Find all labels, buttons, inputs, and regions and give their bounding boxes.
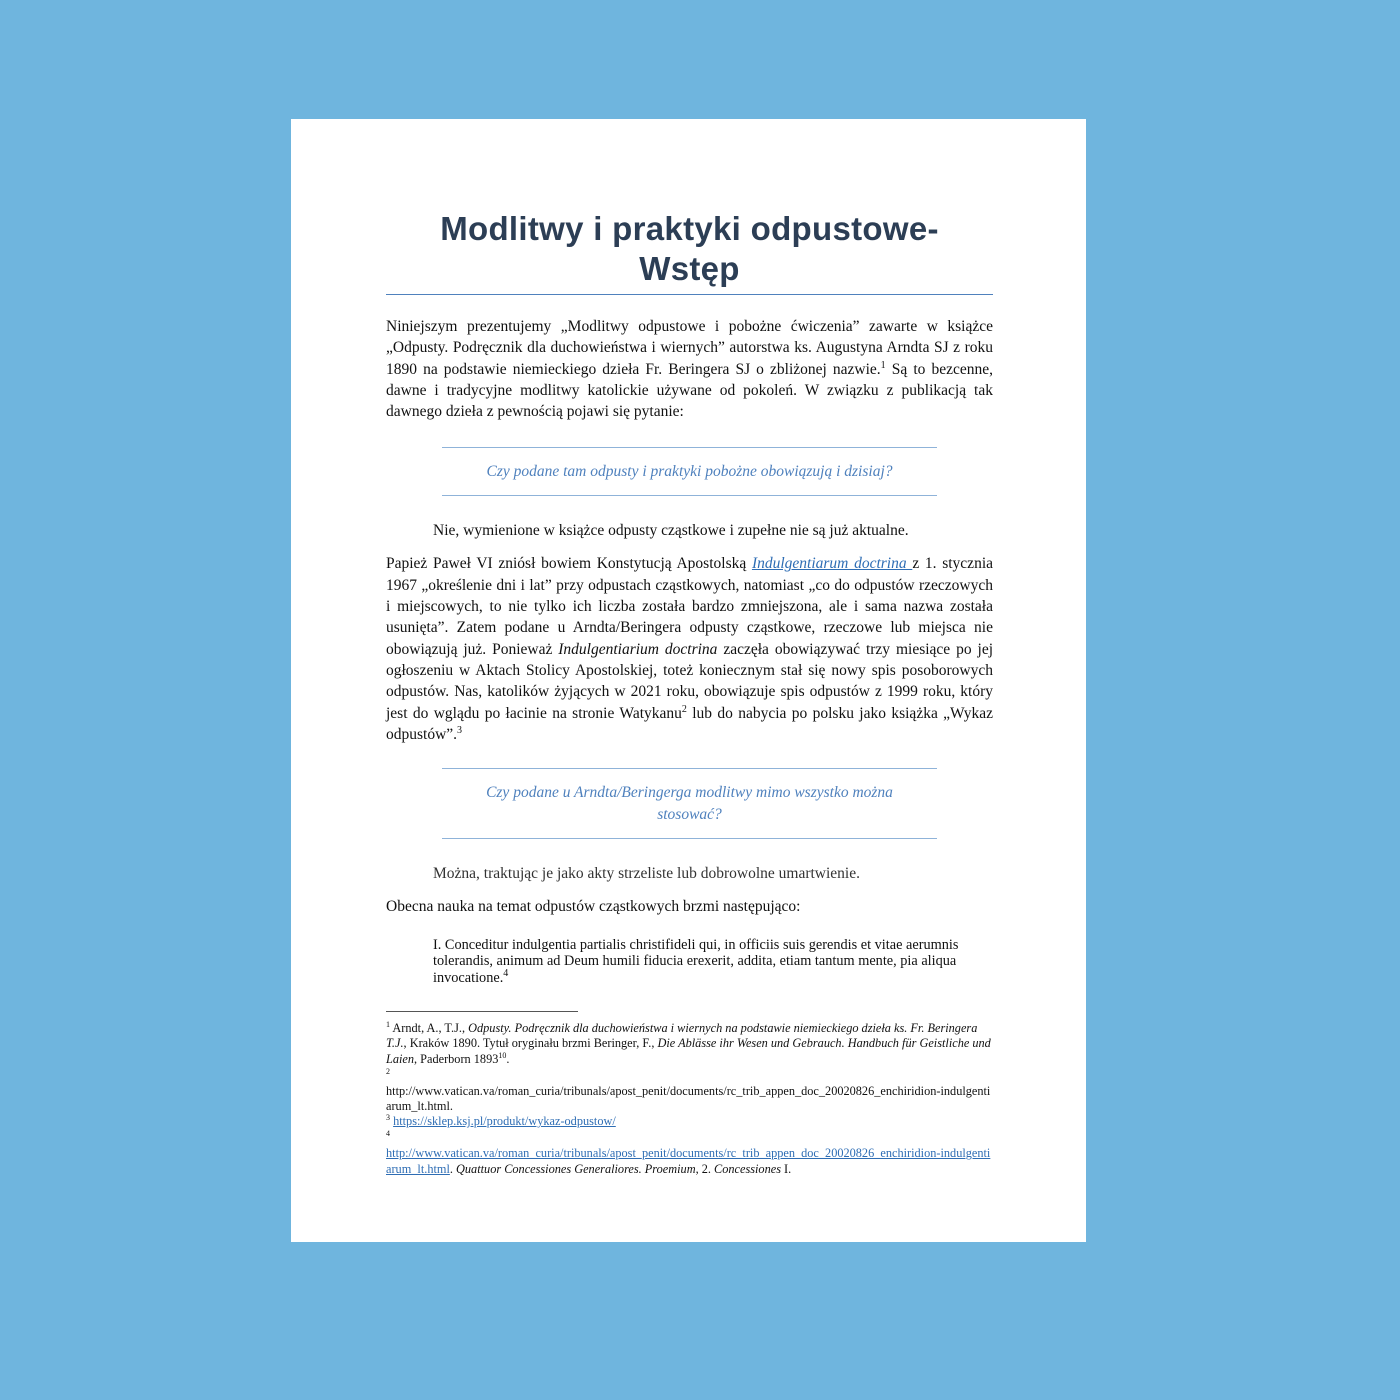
latin-quote-text: I. Conceditur indulgentia partialis christifideli qui, in officiis suis gerendis et vitae aerumnis tolerandis, animum ad Deum humili fiducia erexerit, addita, etiam tantum mente, pia aliqua invocatione. bbox=[433, 936, 959, 986]
page-title: Modlitwy i praktyki odpustowe- Wstęp bbox=[386, 209, 993, 295]
footnote-1-text-c: , Kraków 1890. Tytuł oryginału brzmi Beringer, F., bbox=[403, 1036, 658, 1051]
footnote-1-text-f: . bbox=[506, 1051, 510, 1066]
paul-text-part2: z 1. stycznia 1967 „określenie dni i lat” przy odpustach cząstkowych, natomiast „co do odpustów rzeczowych i miejscowych, to nie tylko ich liczba została bardzo zmniejszona, ale i sama nazwa została usunięta”. Zatem podane u Arndta/Beringera odpusty cząstkowe, rzeczowe lub miejsca nie obowiązują już. Ponieważ bbox=[386, 555, 994, 658]
footnote-4-title: Quattuor Concessiones Generaliores. Proemium bbox=[456, 1161, 696, 1176]
footnote-ref-3[interactable]: 3 bbox=[457, 724, 463, 736]
paul-paragraph bbox=[386, 553, 993, 745]
document-page bbox=[291, 119, 1086, 1242]
paul-text-part4: lub do nabycia po polsku jako książka „Wykaz odpustów”. bbox=[386, 704, 994, 743]
footnote-2-number: 2 bbox=[386, 1066, 390, 1076]
answer-2: Można, traktując je jako akty strzeliste lub dobrowolne umartwienie. bbox=[433, 865, 860, 883]
footnote-3 bbox=[386, 1114, 993, 1129]
indulgentiarum-doctrina-link[interactable] bbox=[752, 555, 912, 572]
question-1-box bbox=[442, 447, 937, 497]
footnote-4-concessiones: Concessiones bbox=[714, 1161, 781, 1176]
footnote-4 bbox=[386, 1129, 993, 1176]
footnote-1-title: Odpusty. Podręcznik dla duchowieństwa i wiernych na podstawie niemieckiego dzieła ks. Fr. Beringera T.J. bbox=[386, 1021, 978, 1051]
answer-1: Nie, wymienione w książce odpusty cząstkowe i zupełne nie są już aktualne. bbox=[433, 522, 909, 540]
footnote-3-link[interactable]: https://sklep.ksj.pl/produkt/wykaz-odpustow/ bbox=[393, 1114, 616, 1129]
question-2-box bbox=[442, 768, 937, 839]
footnotes bbox=[386, 1021, 993, 1177]
question-2-text: Czy podane u Arndta/Beringerga modlitwy mimo wszystko można stosować? bbox=[486, 784, 893, 823]
paul-text-part3: zaczęła obowiązywać trzy miesiące po jej ogłoszeniu w Aktach Stolicy Apostolskiej, toteż koniecznym stał się nowy spis posoborowych odpustów. Nas, katolików żyjących w 2021 roku, obowiązuje spis odpustów z 1999 roku, który jest do wglądu po łacinie na stronie Watykanu bbox=[386, 640, 993, 722]
footnote-separator bbox=[386, 1011, 578, 1012]
intro-paragraph bbox=[386, 316, 993, 422]
link-text: Indulgentiarum doctrina bbox=[751, 555, 913, 573]
current-teaching-intro: Obecna nauka na temat odpustów cząstkowych brzmi następująco: bbox=[386, 898, 801, 916]
paul-text-part1: Papież Paweł VI zniósł bowiem Konstytucją Apostolską bbox=[386, 555, 752, 573]
intro-text-part1: Niniejszym prezentujemy „Modlitwy odpustowe i pobożne ćwiczenia” zawarte w książce „Odpusty. Podręcznik dla duchowieństwa i wiernych” autorstwa ks. Augustyna Arndta SJ z roku 1890 na podstawie niemieckiego dzieła Fr. Beringera SJ o zbliżonej nazwie. bbox=[386, 318, 993, 378]
footnote-1-number: 1 bbox=[386, 1020, 390, 1030]
footnote-ref-4[interactable]: 4 bbox=[503, 967, 509, 979]
paul-italic-title: Indulgentiarium doctrina bbox=[558, 640, 718, 658]
footnote-1-sup: 10 bbox=[498, 1050, 507, 1060]
footnote-1-original-title: Die Ablässe ihr Wesen und Gebrauch. Handbuch für Geistliche und Laien bbox=[386, 1036, 991, 1066]
footnote-ref-2[interactable]: 2 bbox=[681, 703, 687, 715]
footnote-4-number: 4 bbox=[386, 1129, 390, 1139]
footnote-1-text-e: , Paderborn 1893 bbox=[414, 1051, 499, 1066]
page-content bbox=[386, 209, 993, 1177]
footnote-1-text-a: Arndt, A., T.J., bbox=[390, 1021, 469, 1036]
footnote-3-number: 3 bbox=[386, 1113, 390, 1123]
footnote-4-text-c: , 2. bbox=[695, 1161, 715, 1176]
footnote-2 bbox=[386, 1067, 993, 1114]
footnote-4-text-e: I. bbox=[780, 1161, 792, 1176]
intro-text-part2: Są to bezcenne, dawne i tradycyjne modlitwy katolickie używane od pokoleń. W związku z publikacją tak dawnego dzieła z pewnością pojawi się pytanie: bbox=[386, 360, 993, 421]
footnote-4-text-a: . bbox=[449, 1161, 457, 1176]
latin-quote bbox=[433, 937, 973, 987]
footnote-2-url: http://www.vatican.va/roman_curia/tribunals/apost_penit/documents/rc_trib_appen_doc_20020826_enchiridion-indulgentiarum_lt.html. bbox=[386, 1083, 991, 1114]
footnote-1 bbox=[386, 1021, 993, 1067]
footnote-ref-1[interactable]: 1 bbox=[880, 359, 886, 371]
question-1-text: Czy podane tam odpusty i praktyki pobożne obowiązują i dzisiaj? bbox=[486, 462, 893, 480]
footnote-4-link[interactable]: http://www.vatican.va/roman_curia/tribunals/apost_penit/documents/rc_trib_appen_doc_20020826_enchiridion-indulgentiarum_lt.html bbox=[386, 1146, 991, 1176]
